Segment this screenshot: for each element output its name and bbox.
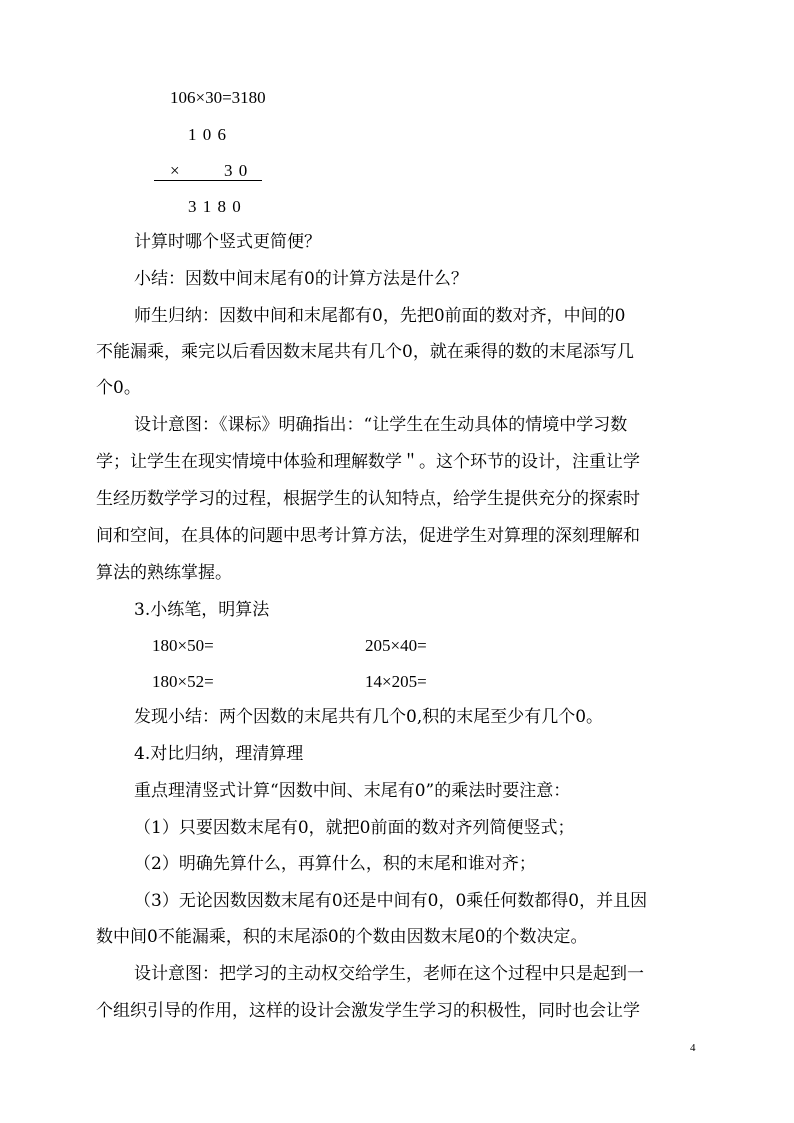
design-intent-1-line-4: 间和空间，在具体的问题中思考计算方法，促进学生对算理的深刻理解和 xyxy=(96,526,640,546)
point-2: （2）明确先算什么，再算什么，积的末尾和谁对齐； xyxy=(134,854,536,874)
design-intent-2-line-1: 设计意图：把学习的主动权交给学生，老师在这个过程中只是起到一 xyxy=(134,964,644,984)
section-4-heading: 4.对比归纳，理清算理 xyxy=(134,744,304,764)
exercise-1: 180×50= xyxy=(152,636,214,655)
design-intent-1-line-1: 设计意图：《课标》明确指出：“让学生在生动具体的情境中学习数 xyxy=(134,415,628,435)
conclusion-line-1: 师生归纳：因数中间和末尾都有0，先把0前面的数对齐，中间的0 xyxy=(134,306,626,326)
exercise-4: 14×205= xyxy=(365,672,427,691)
point-3-line-1: （3）无论因数因数末尾有0还是中间有0，0乘任何数都得0，并且因 xyxy=(134,891,648,911)
design-intent-1-line-2: 学；让学生在现实情境中体验和理解数学＂。这个环节的设计，注重让学 xyxy=(96,452,640,472)
question-line: 计算时哪个竖式更简便？ xyxy=(134,232,321,252)
exercise-2: 205×40= xyxy=(365,636,427,655)
section-3-heading: 3.小练笔，明算法 xyxy=(134,600,270,620)
calc-product: 3 1 8 0 xyxy=(188,197,242,216)
point-3-line-2: 数中间0不能漏乘，积的末尾添0的个数由因数末尾0的个数决定。 xyxy=(96,927,588,947)
conclusion-line-2: 不能漏乘，乘完以后看因数末尾共有几个0，就在乘得的数的末尾添写几 xyxy=(96,342,634,362)
calc-equation: 106×30=3180 xyxy=(170,88,266,107)
design-intent-2-line-2: 个组织引导的作用，这样的设计会激发学生学习的积极性，同时也会让学 xyxy=(96,1001,640,1021)
point-1: （1）只要因数末尾有0，就把0前面的数对齐列简便竖式； xyxy=(134,818,575,838)
calc-underline xyxy=(154,180,262,181)
calc-multiplicand: 1 0 6 xyxy=(188,125,227,144)
page-number: 4 xyxy=(690,1042,696,1054)
conclusion-line-3: 个0。 xyxy=(96,378,141,398)
key-point-line: 重点理清竖式计算“因数中间、末尾有0”的乘法时要注意： xyxy=(134,781,571,801)
summary-line: 小结：因数中间末尾有0的计算方法是什么？ xyxy=(134,269,468,289)
calc-multiplier: 3 0 xyxy=(224,161,249,180)
finding-line: 发现小结：两个因数的末尾共有几个0,积的末尾至少有几个0。 xyxy=(134,707,604,727)
design-intent-1-line-3: 生经历数学学习的过程，根据学生的认知特点，给学生提供充分的探索时 xyxy=(96,489,640,509)
calc-operator: × xyxy=(170,161,180,180)
design-intent-1-line-5: 算法的熟练掌握。 xyxy=(96,563,232,583)
exercise-3: 180×52= xyxy=(152,672,214,691)
